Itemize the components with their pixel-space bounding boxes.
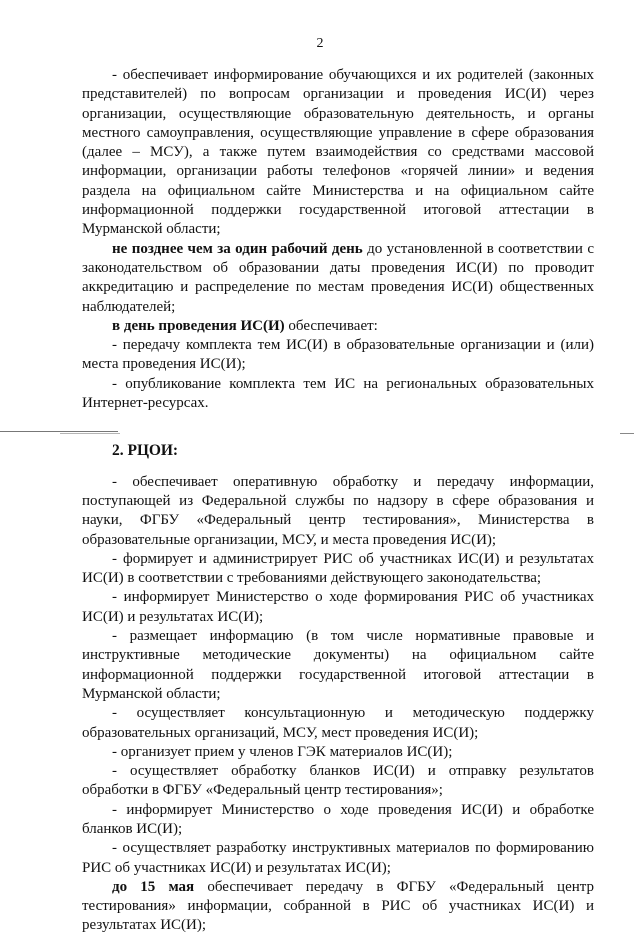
list-item: - информирует Министерство о ходе проведения ИС(И) и обработке бланков ИС(И);	[82, 801, 594, 837]
scan-artifact-mark	[620, 433, 634, 434]
document-body	[82, 66, 594, 936]
list-item: - опубликование комплекта тем ИС на региональных образовательных Интернет-ресурсах.	[82, 375, 594, 412]
paragraph-informing: - обеспечивает информирование обучающихся и их родителей (законных представителей) по вопросам организации и проведения ИС(И) через организации, осуществляющие образовательную деятельность, и органы местного самоуправления, осуществляющие управление в сфере образования (далее – МСУ), а также путем взаимодействия со средствами массовой информации, организации работы телефонов «горячей линии» и ведения раздела на официальном сайте Министерства и на официальном сайте информационной поддержки государственной итоговой аттестации в Мурманской области;	[82, 67, 594, 238]
list-item: - осуществляет обработку бланков ИС(И) и отправку результатов обработки в ФГБУ «Федеральный центр тестирования»;	[82, 763, 594, 799]
list-item: - формирует и администрирует РИС об участниках ИС(И) и результатах ИС(И) в соответствии с требованиями действующего законодательства;	[82, 550, 594, 587]
list-item: - передачу комплекта тем ИС(И) в образовательные организации и (или) места проведения ИС(И);	[82, 337, 594, 373]
paragraph-deadline	[82, 240, 594, 317]
may-deadline-bold: до 15 мая	[112, 878, 195, 895]
list-item: - информирует Министерство о ходе формирования РИС об участниках ИС(И) и результатах ИС(И);	[82, 589, 594, 625]
list-item: - осуществляет консультационную и методическую поддержку образовательных организаций, МСУ, мест проведения ИС(И);	[82, 705, 594, 741]
page-number: 2	[316, 36, 324, 51]
deadline-bold: не позднее чем за один рабочий день	[112, 240, 363, 257]
paragraph-may-deadline	[82, 878, 594, 936]
list-item: - обеспечивает оперативную обработку и передачу информации, поступающей из Федеральной службы по надзору в сфере образования и науки, ФГБУ «Федеральный центр тестирования», Министерства в образовательные организации, МСУ, и места проведения ИС(И);	[82, 473, 594, 548]
may-deadline-text: обеспечивает передачу в ФГБУ «Федеральный центр тестирования» информации, собранной в РИС об участниках ИС(И) и результатах ИС(И);	[82, 878, 595, 934]
section-heading: 2. РЦОИ:	[112, 442, 179, 460]
exam-day-bold: в день проведения ИС(И)	[112, 317, 285, 334]
exam-day-text: обеспечивает:	[284, 317, 378, 334]
list-item: - организует прием у членов ГЭК материалов ИС(И);	[112, 743, 453, 760]
list-item: - размещает информацию (в том числе нормативные правовые и инструктивные методические документы) на официальном сайте информационной поддержки государственной итоговой аттестации в Мурманской области;	[82, 628, 594, 702]
list-item: - осуществляет разработку инструктивных материалов по формированию РИС об участниках ИС(И) и результатах ИС(И);	[82, 840, 594, 876]
deadline-text: до установленной в соответствии с законодательством об образовании даты проведения ИС(И) по проводит аккредитацию и распределение по местам проведения ИС(И) общественных наблюдателей;	[82, 240, 594, 315]
paragraph-exam-day	[82, 317, 594, 336]
